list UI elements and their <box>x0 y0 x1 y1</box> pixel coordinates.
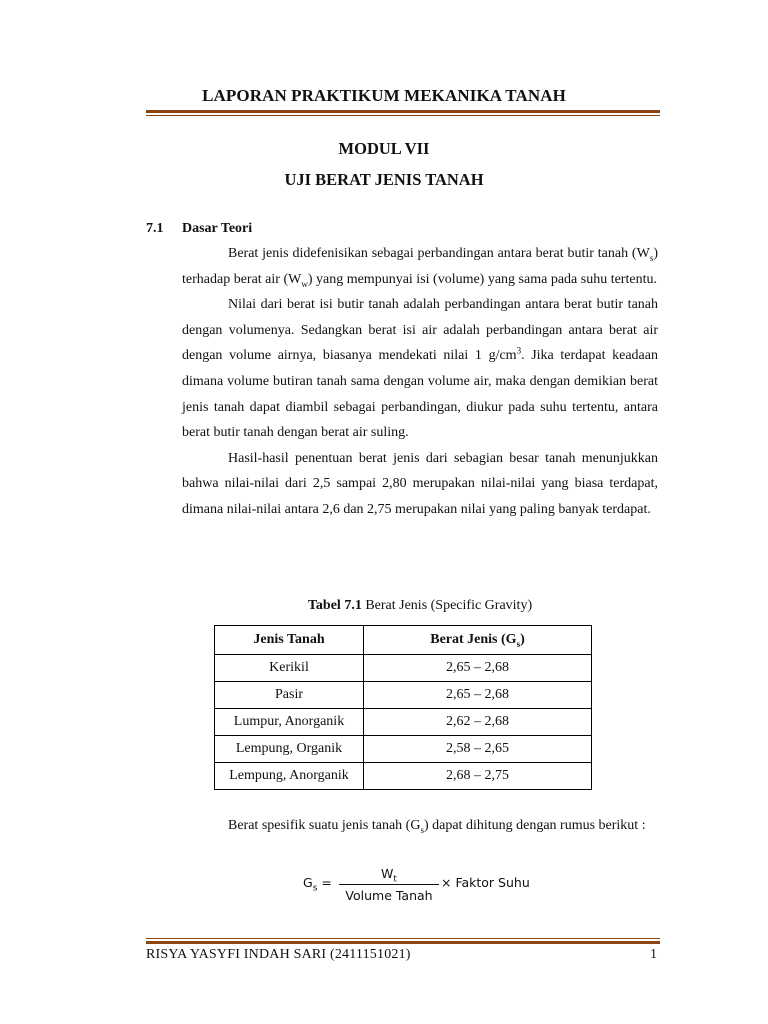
formula-lhs: $G_s$ = <box>303 875 332 894</box>
table-cell-value: 2,68 – 2,75 <box>364 763 592 790</box>
specific-gravity-table <box>214 625 592 790</box>
module-number: MODUL VII <box>338 139 430 158</box>
table-cell-value: 2,65 – 2,68 <box>364 655 592 682</box>
page-number: 1 <box>650 947 657 962</box>
module-title: UJI BERAT JENIS TANAH <box>284 170 484 189</box>
footer-rule-thick <box>146 941 660 944</box>
table-cell-soil: Lumpur, Anorganik <box>215 709 364 736</box>
table-row <box>215 763 592 790</box>
table-header-row <box>215 626 592 655</box>
formula-rhs: × Faktor Suhu <box>441 875 530 890</box>
table-cell-value: 2,58 – 2,65 <box>364 736 592 763</box>
table-cell-soil: Lempung, Anorganik <box>215 763 364 790</box>
section-number: 7.1 <box>146 221 164 236</box>
table-cell-soil: Kerikil <box>215 655 364 682</box>
column-header-specific-gravity: Berat Jenis $(G_s)$ <box>364 626 592 655</box>
paragraph-1: Berat jenis didefenisikan sebagai perbandingan antara berat butir tanah $(W_s)$ terhadap berat air $(W_w)$ yang mempunyai isi (volume) yang sama pada suhu tertentu. <box>182 246 658 289</box>
table-cell-soil: Lempung, Organik <box>215 736 364 763</box>
footer-rule-thin <box>146 938 660 939</box>
table-row <box>215 655 592 682</box>
page-header-title: LAPORAN PRAKTIKUM MEKANIKA TANAH <box>202 86 566 105</box>
body-text-bottom <box>182 813 658 839</box>
formula-denominator: Volume Tanah <box>345 888 433 903</box>
footer-author: RISYA YASYFI INDAH SARI (2411151021) <box>146 947 411 962</box>
table-row <box>215 709 592 736</box>
formula-numerator: $W_t$ <box>381 866 397 885</box>
table-caption: Tabel 7.1 Berat Jenis (Specific Gravity) <box>307 598 533 613</box>
paragraph-2: Nilai dari berat isi butir tanah adalah perbandingan antara berat butir tanah dengan volumenya. Sedangkan berat isi air adalah perbandingan antara berat air dengan volume airnya, biasanya mendekati nilai 1 $g/cm^3$. Jika terdapat keadaan dimana volume butiran tanah sama dengan volume air, maka dengan demikian berat jenis tanah dapat diambil sebagai perbandingan, diukur pada suhu tertentu, antara berat butir tanah dengan berat air suling. <box>182 297 658 441</box>
header-rule-thin <box>146 115 660 116</box>
formula-fraction <box>339 866 439 903</box>
table-cell-value: 2,62 – 2,68 <box>364 709 592 736</box>
header-rule-thick <box>146 110 660 113</box>
paragraph-4: Berat spesifik suatu jenis tanah $(G_s)$ dapat dihitung dengan rumus berikut : <box>228 818 646 835</box>
table-cell-soil: Pasir <box>215 682 364 709</box>
paragraph-3: Hasil-hasil penentuan berat jenis dari sebagian besar tanah menunjukkan bahwa nilai-nilai dari 2,5 sampai 2,80 merupakan nilai-nilai yang biasa terdapat, dimana nilai-nilai antara 2,6 dan 2,75 merupakan nilai yang paling banyak terdapat. <box>182 450 658 517</box>
table-row <box>215 682 592 709</box>
body-text-top <box>182 241 658 523</box>
table-cell-value: 2,65 – 2,68 <box>364 682 592 709</box>
fraction-bar <box>339 884 439 885</box>
table-row <box>215 736 592 763</box>
column-header-soil-type: Jenis Tanah <box>215 626 364 655</box>
section-heading: Dasar Teori <box>182 221 253 236</box>
